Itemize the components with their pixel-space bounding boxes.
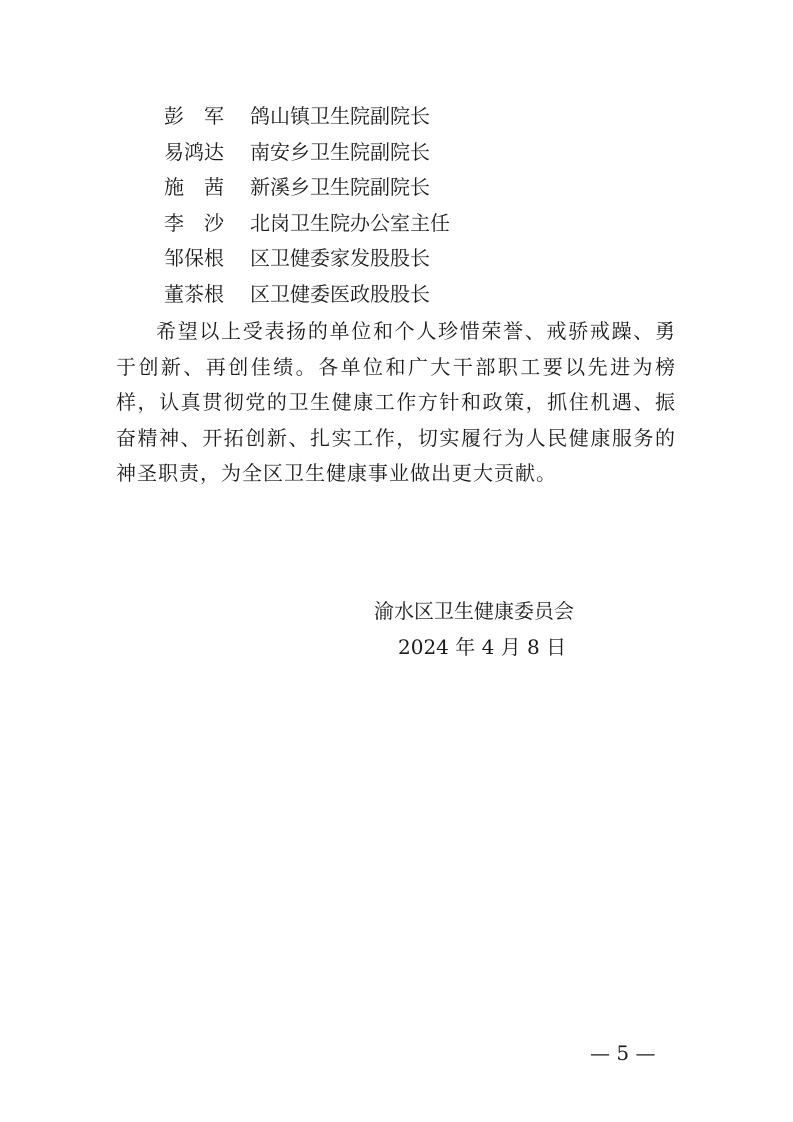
honoree-entry (164, 137, 430, 167)
honoree-name: 施茜 (164, 175, 244, 199)
honoree-name: 邹保根 (164, 246, 224, 270)
honoree-name: 彭军 (164, 104, 244, 128)
honoree-name: 李沙 (164, 211, 244, 235)
honoree-title: 区卫健委医政股股长 (250, 282, 430, 306)
honoree-title: 鸽山镇卫生院副院长 (250, 104, 430, 128)
honoree-entry (164, 208, 450, 238)
honoree-name: 易鸿达 (164, 140, 224, 164)
signature-date: 2024 年 4 月 8 日 (398, 635, 567, 659)
honoree-title: 南安乡卫生院副院长 (250, 140, 430, 164)
honoree-entry (164, 243, 430, 273)
honoree-title: 新溪乡卫生院副院长 (250, 175, 430, 199)
honoree-name: 董茶根 (164, 282, 224, 306)
closing-paragraph: 希望以上受表扬的单位和个人珍惜荣誉、戒骄戒躁、勇于创新、再创佳绩。各单位和广大干部职工要以先进为榜样，认真贯彻党的卫生健康工作方针和政策，抓住机遇、振奋精神、开拓创新、扎实工作，切实履行为人民健康服务的神圣职责，为全区卫生健康事业做出更大贡献。 (116, 319, 676, 485)
signature-organization: 渝水区卫生健康委员会 (374, 599, 574, 623)
honoree-entry (164, 279, 430, 309)
honoree-entry (164, 172, 430, 202)
honoree-title: 北岗卫生院办公室主任 (250, 211, 450, 235)
honoree-entry (164, 101, 430, 131)
page-number: — 5 — (590, 1041, 656, 1065)
honoree-title: 区卫健委家发股股长 (250, 246, 430, 270)
